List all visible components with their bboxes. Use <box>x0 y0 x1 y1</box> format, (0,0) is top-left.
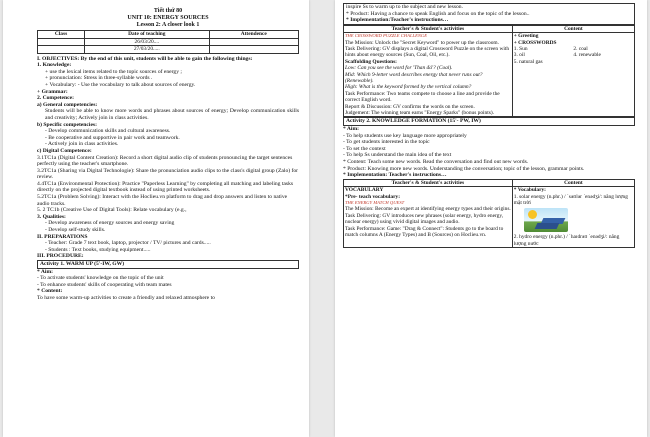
crossword-answer: 1. Sun <box>513 46 528 52</box>
general-competencies-text: Students will be able to know more words and phrases about sources of energy; Develop communication skills and creativity; Actively join in class activities. <box>45 108 299 121</box>
activity-1-box <box>37 260 299 269</box>
mid-question: Mid: Which 9-letter word describes energy that never runs out? (Renewable). <box>345 71 483 85</box>
solar-panel-shape <box>534 223 559 229</box>
competence-heading: 2. Competence: <box>37 95 74 102</box>
left-page-content <box>37 8 299 302</box>
sun-shape <box>528 210 537 219</box>
quest-title: THE ENERGY MATCH QUEST <box>345 200 405 206</box>
aim-heading: * Aim: <box>37 268 54 275</box>
date-table <box>37 30 299 53</box>
warmup-table <box>343 25 635 118</box>
date-table-cell <box>209 38 298 45</box>
high-question: High: What is the keyword formed by the vertical column? <box>345 84 472 91</box>
vocab-activities-cell <box>344 187 513 248</box>
content-text: To have some warm-up activities to create a friendly and relaxed atmosphere to <box>37 294 215 301</box>
aim-item: - To get students interested in the topic <box>343 139 430 146</box>
mission-text: The Mission: Unlock the "Secret Keyword" to power up the classroom. <box>345 39 499 46</box>
specific-item: - Develop communication skills and cultural awareness. <box>45 128 171 135</box>
lesson-title: Lesson 2: A closer look 1 <box>136 21 200 28</box>
vocab-table-header: Teacher's & Student's activities <box>344 179 513 186</box>
digital-item: 3.1TC1a (Digital Content Creation): Record a short digital audio clip of students pronouncing the target sentences perfectly using the teacher's smartphone. <box>37 154 293 168</box>
specific-item: - Actively join in class activities. <box>45 141 119 148</box>
vocabulary-table <box>343 179 635 248</box>
knowledge-heading: 1. Knowledge: <box>37 62 72 69</box>
vocabulary-label: * Vocabulary: <box>513 187 546 194</box>
implementation-line: * Implementation: Teacher's instructions… <box>343 172 447 179</box>
crossword-answer: 3. oil <box>513 52 525 59</box>
specific-competencies-heading: b) Specific competencies: <box>37 121 97 128</box>
low-question: Low: Can you see the word for 'Than đá'? (Coal). <box>345 65 453 72</box>
product-line: * Product: Having a chance to speak English and focus on the topic of the lesson.. <box>346 10 530 17</box>
aim-item: - To set the context <box>343 145 386 152</box>
activity-2-box <box>343 117 635 126</box>
date-table-header: Class <box>38 31 85 38</box>
date-table-cell <box>38 38 85 45</box>
date-table-cell: 27/03/20..... <box>85 46 209 53</box>
implementation-line: * Implementation:Teacher's instructions… <box>346 17 449 24</box>
date-table-header: Date of teaching <box>85 31 209 38</box>
activity-1-title: Activity 1. WARM UP (5'-IW, GW) <box>40 261 125 268</box>
report-text: Report & Discussion: GV confirms the words on the screen. <box>345 103 475 110</box>
crossword-answer: 5. natural gas <box>513 58 543 65</box>
qualities-item: - Develop awareness of energy sources and energy saving <box>45 220 175 227</box>
performance-text: Task Performance: Two teams compete to choose a line and provide the correct English word. <box>345 90 500 104</box>
vocabulary-heading: VOCABULARY <box>345 187 384 194</box>
digital-item: 4.4TC1a (Environmental Protection): Practice "Paperless Learning" by completing all matching and labeling tasks directly on the projected digital textbook instead of using printed worksheets. <box>37 180 294 194</box>
qualities-heading: 3. Qualities: <box>37 213 66 220</box>
date-table-header: Attendence <box>209 31 298 38</box>
content-heading: * Content: <box>37 288 63 295</box>
warmup-intro-box <box>343 3 635 25</box>
aim-heading: * Aim: <box>343 126 360 133</box>
unit-title: UNIT 10: ENERGY SOURCES <box>127 14 209 21</box>
aim-item: - To enhance students' skills of cooperating with team mates <box>37 281 172 288</box>
warmup-activities-cell <box>344 33 513 117</box>
digital-competence-heading: c) Digital Competence: <box>37 147 92 154</box>
aim-item: - To activate students' knowledge on the topic of the unit <box>37 275 164 282</box>
vocab-item: 2. hydro energy (n.phr.) / ˈhaɪdrəʊ ˈenədʒi/: năng lượng nước <box>513 234 620 247</box>
lesson-number: Tiết thứ 80 <box>153 8 183 14</box>
preparation-item: - Students : Text books, studying equipment..... <box>45 246 151 253</box>
right-page-content <box>343 3 635 248</box>
game-title: THE CROSSWORD PUZZLE CHALLENGE <box>345 33 428 39</box>
procedure-heading: III. PROCEDURE: <box>37 253 84 260</box>
digital-item: 3.2TC1a (Sharing via Digital Technologie): Share the pronunciation audio clips to the class's digital group (Zalo) for review. <box>37 167 299 181</box>
vocab-content-cell <box>512 187 634 248</box>
knowledge-item: + pronunciation: Stress in three-syllable words . <box>45 75 153 82</box>
grammar-heading: + Grammar: <box>37 88 68 95</box>
specific-item: - Be cooperative and supportive in pair work and teamwork. <box>45 134 180 141</box>
preparations-heading: II. PREPARATIONS <box>37 233 88 240</box>
product-line: * Product: Knowing more new words. Understanding the conversation; topic of the lesson, grammar points. <box>343 165 585 172</box>
activity-2-title: Activity 2. KNOWLEDGE FORMATION (15'- PW, IW) <box>346 118 481 125</box>
crossword-answers <box>514 46 633 65</box>
aim-item: - To help students use key language more appropriately <box>343 132 467 139</box>
crossword-answer: 2. coal <box>573 46 588 52</box>
date-table-cell <box>38 46 85 53</box>
intro-line: inspire Ss to warm up to the subject and new lesson. <box>346 4 463 10</box>
judgement-text: Judgement: The winning team earns "Energy Sparks" (bonus points). <box>345 110 494 117</box>
warmup-table-header: Teacher's & Student's activities <box>344 25 513 32</box>
general-competencies-heading: a) General competencies: <box>37 101 98 108</box>
delivering-text: Task Delivering: GV introduces new phrases (solar energy, hydro energy, nuclear energy) using vivid digital images and audio. <box>345 212 504 226</box>
crossword-answer: 4. renewable <box>573 52 601 59</box>
pre-teach-heading: *Pre- teach vocabulary: <box>345 193 400 200</box>
aim-item: - To help Ss understand the main idea of the text <box>343 152 452 159</box>
digital-item: 5.2TC1a (Problem Solving): Interact with the Hoclieu.vn platform to drag and drop answers and listen to native audio tracks. <box>37 194 288 207</box>
delivering-text: Task Delivering: GV displays a digital Crossword Puzzle on the screen with hints about energy sources (Sun, Coal, Oil, etc.). <box>345 46 510 59</box>
performance-text: Task Performance: Game: "Drag & Connect": Students go to the board to match columns A (Energy Types) and B (Sources) on Hoclieu.vn. <box>345 225 504 239</box>
left-page <box>3 0 309 437</box>
mission-text: The Mission: Become an expert at identifying energy types and their origins. <box>345 206 511 213</box>
preparation-item: - Teacher: Grade 7 text book, laptop, projector / TV/ pictures and cards..... <box>45 240 211 247</box>
crosswords-label: + CROSSWORDS <box>513 39 557 46</box>
scaffolding-heading: Scaffolding Questions: <box>345 58 397 65</box>
date-table-cell <box>209 46 298 53</box>
objectives: I. OBJECTIVES: By the end of this unit, students will be able to gain the following things: <box>37 55 253 62</box>
greeting-label: + Greeting <box>513 33 539 40</box>
warmup-content-cell <box>512 33 634 117</box>
digital-item: 5. 2 TC1b (Creative Use of Digital Tools): Relate vocabulary (e.g., <box>37 207 187 214</box>
date-table-cell: 26/03/20.... <box>85 38 209 45</box>
vocab-table-header: Content <box>512 179 634 186</box>
knowledge-item: + use the lexical items related to the topic sources of energy ; <box>45 68 182 75</box>
vocab-item: 1. solar energy (n.phr.) / ˈsəʊlər ˈenədʒi/: năng lượng mặt trời <box>513 193 628 207</box>
right-page <box>335 0 647 437</box>
qualities-item: - Develop self-study skills. <box>45 227 106 234</box>
content-line: * Content: Teach some new words. Read the conversation and find out new words. <box>343 159 529 166</box>
solar-panel-image <box>524 208 568 232</box>
warmup-table-header: Content <box>512 25 634 32</box>
knowledge-item: + Vocabulary: - Use the vocabulary to talk about sources of energy. <box>45 81 196 88</box>
